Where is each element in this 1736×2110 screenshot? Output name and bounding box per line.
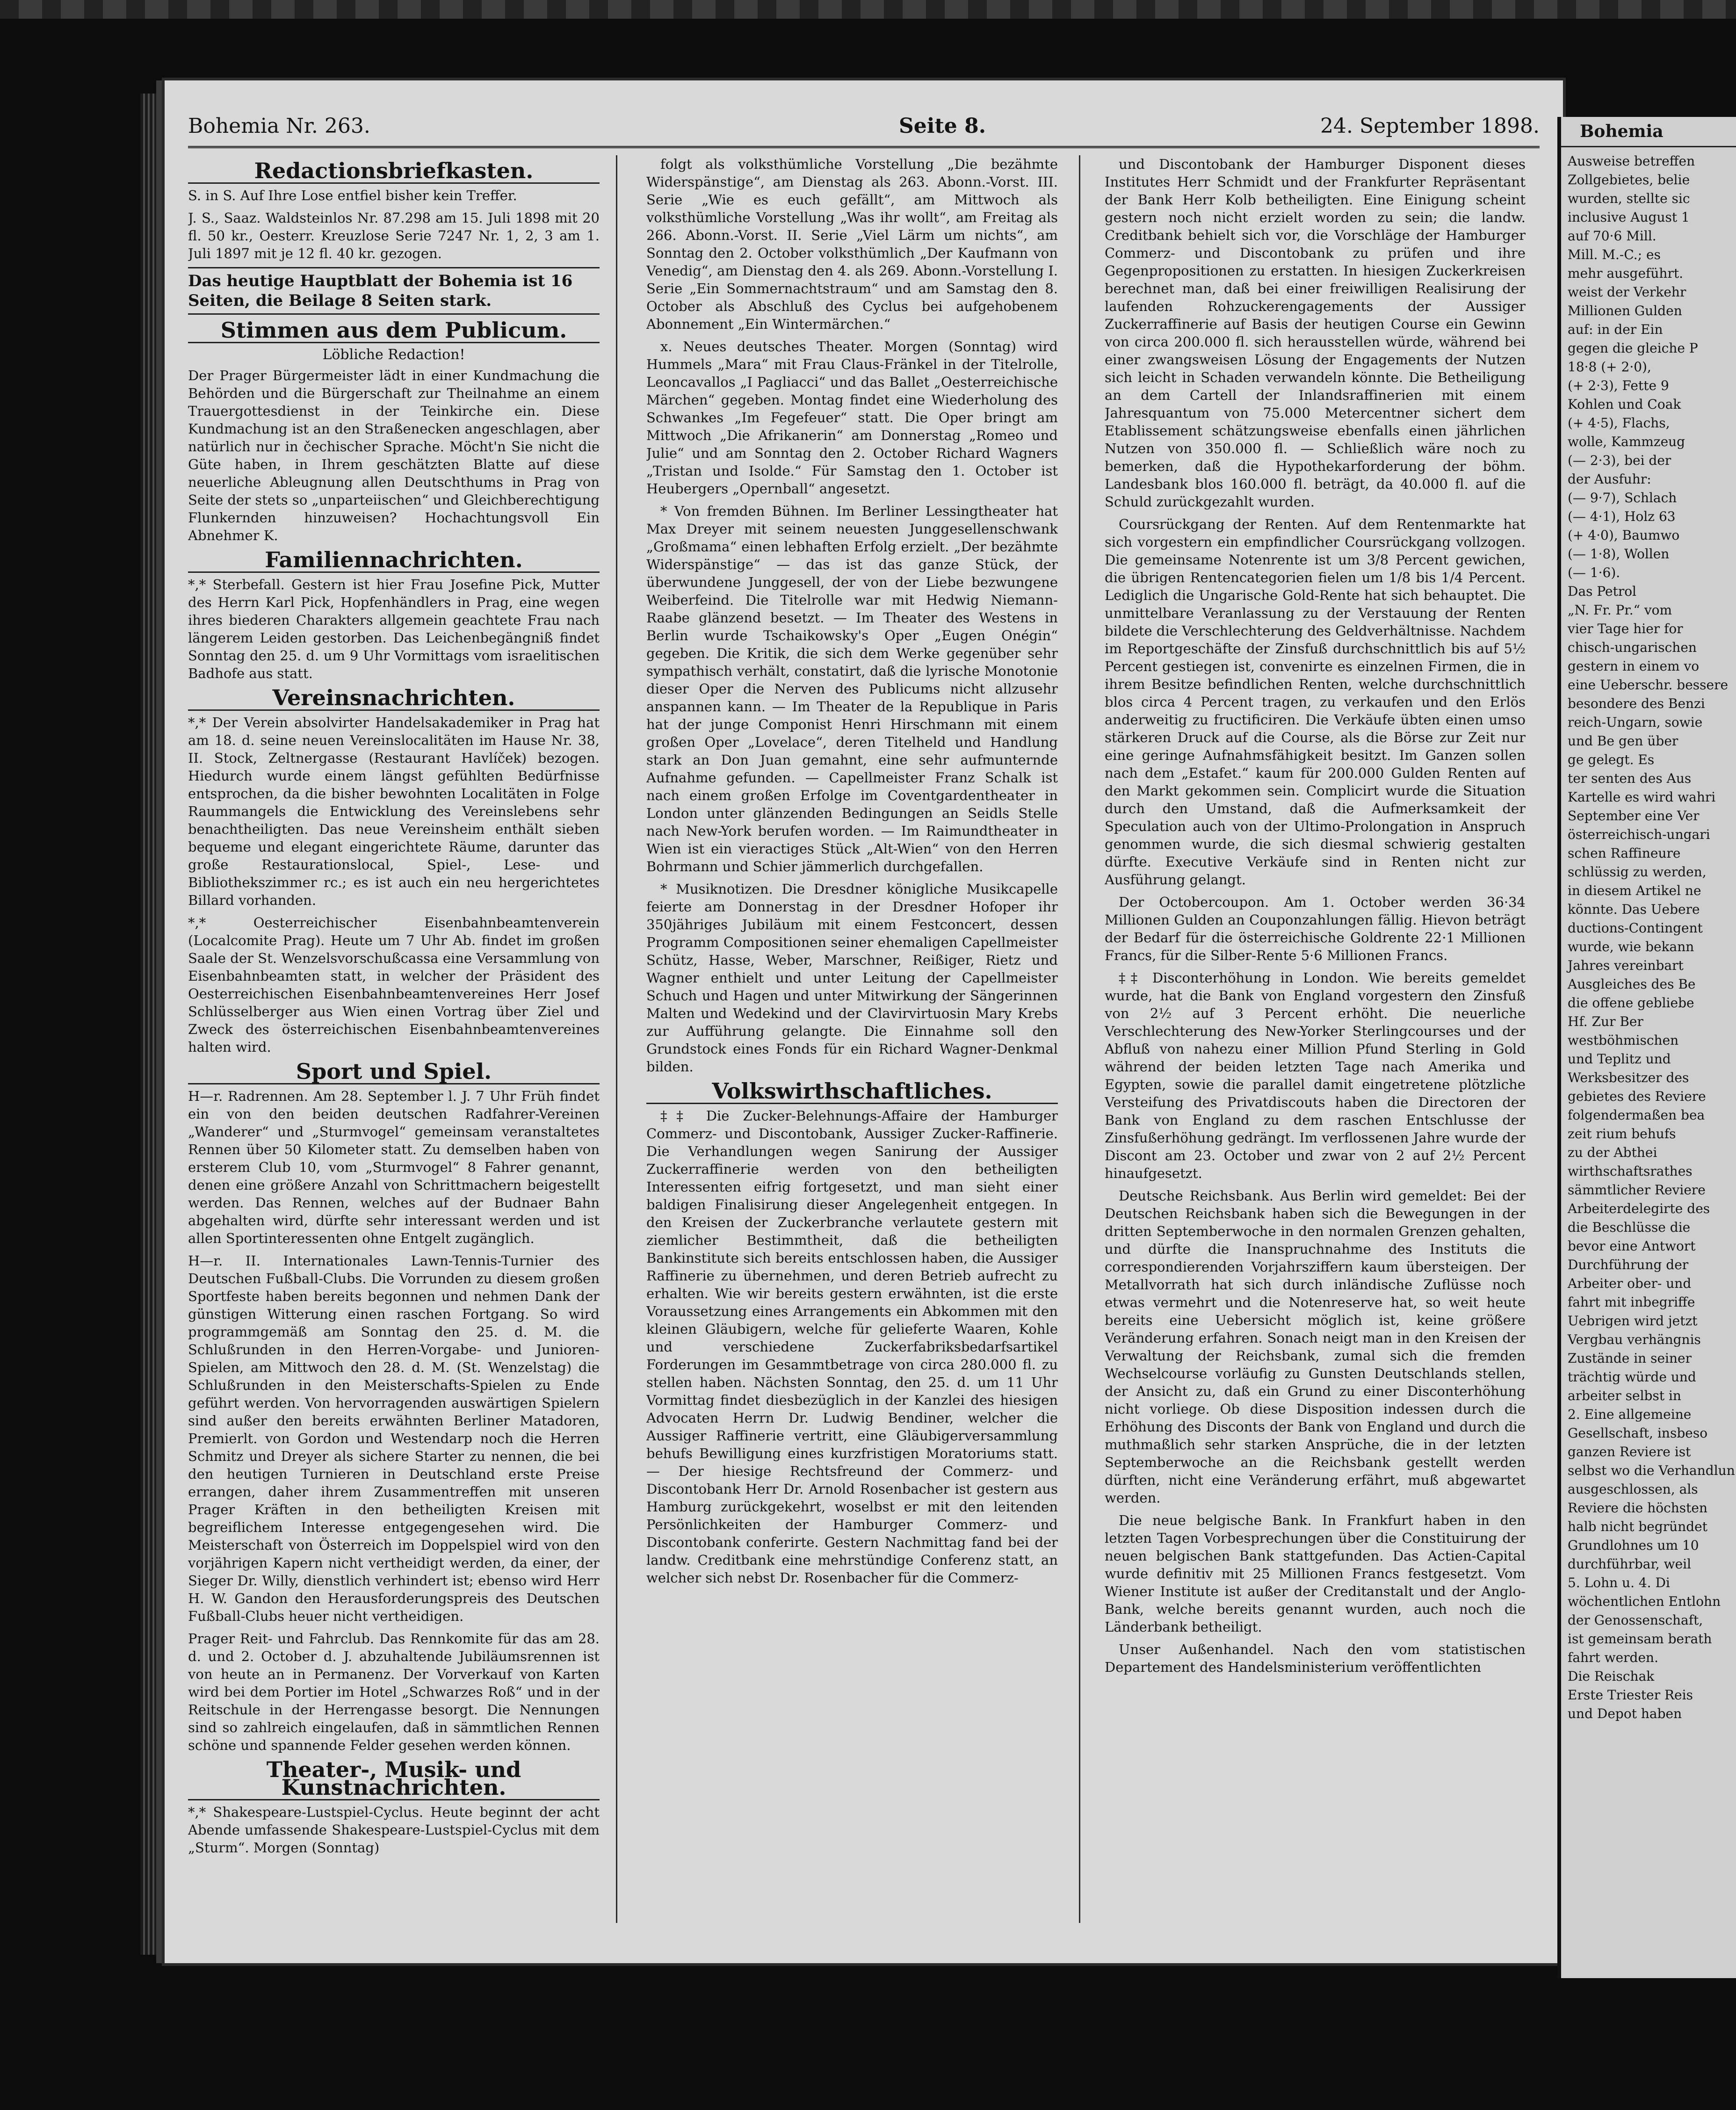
- adjacent-page-line: fahrt mit inbegriffe: [1568, 1294, 1695, 1310]
- adjacent-page-line: zu der Abthei: [1568, 1145, 1657, 1160]
- article-paragraph: x. Neues deutsches Theater. Morgen (Sonntag) wird Hummels „Mara“ mit Frau Claus-Fränkel in der Titelrolle, Leoncavallos „I Pagliacci“ und das Ballet „Oesterreichische Märchen“ gegeben. Montag findet eine Wiederholung des Schwankes „Im Fegefeuer“ statt. Die Oper bringt am Mittwoch „Die Afrikanerin“ am Donnerstag „Romeo und Julie“ und am Sonntag den 2. October Richard Wagners „Tristan und Isolde.“ Für Samstag den 1. October ist Heubergers „Opernball“ angesetzt.: [646, 339, 1058, 497]
- film-edge-strip: [0, 0, 1736, 19]
- section-title-briefkasten: Redactionsbriefkasten.: [188, 162, 600, 184]
- adjacent-page-line: Kartelle es wird wahri: [1568, 789, 1716, 805]
- adjacent-page-line: fahrt werden.: [1568, 1650, 1658, 1665]
- adjacent-page-line: Hf. Zur Ber: [1568, 1014, 1643, 1029]
- adjacent-page-line: Zollgebietes, belie: [1568, 172, 1690, 188]
- adjacent-page-line: Grundlohnes um 10: [1568, 1538, 1699, 1553]
- adjacent-page-line: (— 4·1), Holz 63: [1568, 509, 1676, 524]
- article-paragraph: ‡‡ Disconterhöhung in London. Wie bereits gemeldet wurde, hat die Bank von England vorgestern den Zinsfuß von 2½ auf 3 Percent erhöht. Die neuerliche Verschlechterung des New-Yorker Sterlingcourses und der Abfluß von nahezu einer Million Pfund Sterling in Gold während der beiden letzten Tage nach Amerika und Egypten, sowie die parallel damit eingetretene plötzliche Versteifung des Privatdiscouts haben die Directoren der Bank von England zu dem raschen Entschlusse der Zinsfußerhöhung gedrängt. Im verflossenen Jahre wurde der Discont am 23. October und zwar von 2 auf 2½ Percent hinaufgesetzt.: [1105, 970, 1526, 1181]
- adjacent-page-line: trächtig würde und: [1568, 1369, 1696, 1385]
- adjacent-page-line: 18·8 (+ 2·0),: [1568, 359, 1651, 375]
- adjacent-page-line: und Be gen über: [1568, 733, 1678, 749]
- adjacent-page-line: ganzen Reviere ist: [1568, 1444, 1691, 1460]
- column-rule: [616, 155, 617, 1923]
- adjacent-page-header: Bohemia: [1561, 117, 1736, 147]
- adjacent-page-line: Reviere die höchsten: [1568, 1500, 1708, 1516]
- adjacent-page-line: weist der Verkehr: [1568, 284, 1686, 300]
- header-page-number: Seite 8.: [899, 114, 986, 138]
- adjacent-page-fragment: [1557, 117, 1736, 1978]
- adjacent-page-line: ductions-Contingent: [1568, 920, 1703, 936]
- article-paragraph: H—r. II. Internationales Lawn-Tennis-Turnier des Deutschen Fußball-Clubs. Die Vorrunden zu diesem großen Sportfeste haben bereits begonnen und nehmen Dank der günstigen Witterung einen raschen Fortgang. So wird programmgemäß am Sonntag den 25. d. M. die Schlußrunden in den Herren-Vorgabe- und Junioren-Spielen, am Mittwoch den 28. d. M. (St. Wenzelstag) die Schlußrunden in den Meisterschafts-Spielen zu Ende geführt werden. Von hervorragenden auswärtigen Spielern sind außer den bereits erwähnten Berliner Matadoren, Premierlt. von Gordon und Westendarp noch die Herren Schmitz und Dreyer als sichere Starter zu nennen, die bei den heutigen Turnieren in Deutschland erste Preise errangen, daher ihrem Zusammentreffen mit unseren Prager Kräften in den betheiligten Kreisen mit begreiflichem Interesse entgegengesehen wird. Die Meisterschaft von Österreich im Doppelspiel wird von den vorjährigen Kapern nicht vertheidigt werden, da einer, der Sieger Dr. Willy, dienstlich verhindert ist; ebenso wird Herr H. W. Gandon den Herausforderungspreis des Deutschen Fußball-Clubs heuer nicht vertheidigen.: [188, 1253, 600, 1624]
- adjacent-page-line: (+ 4·5), Flachs,: [1568, 415, 1670, 431]
- adjacent-page-line: (— 1·8), Wollen: [1568, 546, 1670, 562]
- adjacent-page-line: chisch-ungarischen: [1568, 640, 1697, 655]
- section-title-sport: Sport und Spiel.: [188, 1062, 600, 1084]
- section-title-verein: Vereinsnachrichten.: [188, 689, 600, 711]
- adjacent-page-line: bevor eine Antwort: [1568, 1238, 1696, 1254]
- adjacent-page-line: die offene gebliebe: [1568, 995, 1694, 1011]
- adjacent-page-line: reich-Ungarn, sowie: [1568, 715, 1703, 730]
- article-paragraph: Unser Außenhandel. Nach den vom statistischen Departement des Handelsministerium veröffentlichten: [1105, 1641, 1526, 1675]
- adjacent-page-text: [1561, 147, 1736, 1723]
- article-paragraph: Coursrückgang der Renten. Auf dem Rentenmarkte hat sich vorgestern ein empfindlicher Coursrückgang vollzogen. Die gemeinsame Notenrente ist um 3/8 Percent gewichen, die übrigen Rentencategorien fielen um 1/8 bis 1/4 Percent. Lediglich die Ungarische Gold-Rente hat sich behauptet. Die unmittelbare Veranlassung zu der Verstauung der Renten bildete die Verschlechterung des Geldverhältnisse. Nachdem im Reportgeschäfte der Zinsfuß durchschnittlich bis auf 5½ Percent gestiegen ist, convenirte es einzelnen Firmen, die in ihrem Besitze befindlichen Renten, welche durchschnittlich blos circa 4 Percent tragen, zu verkaufen und den Erlös anderweitig zu fructificiren. Die Verkäufe übten einen umso stärkeren Druck auf die Course, als die Börse zur Zeit nur eine geringe Aufnahmsfähigkeit besitzt. Im Ganzen sollen nach dem „Estafet.“ kaum für 200.000 Gulden Renten auf den Markt gekommen sein. Complicirt wurde die Situation durch den Umstand, daß die Aufmerksamkeit der Speculation auch von der Ultimo-Prolongation in Anspruch genommen wurde, die sich diesmal schwierig gestalten dürfte. Executive Verkäufe sind in Renten nicht zur Ausführung gelangt.: [1105, 516, 1526, 888]
- adjacent-page-line: September eine Ver: [1568, 808, 1700, 824]
- article-paragraph: * Von fremden Bühnen. Im Berliner Lessingtheater hat Max Dreyer mit seinem neuesten Junggesellenschwank „Großmama“ einen lebhaften Erfolg erzielt. „Der bezähmte Widerspänstige“ — das ist das ganze Stück, der überwundene Junggesell, der von der Liebe bezwungene Weiberfeind. Die Titelrolle war mit Hedwig Niemann-Raabe glänzend besetzt. — Im Theater des Westens in Berlin wurde Tschaikowsky's Oper „Eugen Onégin“ gegeben. Die Kritik, die sich dem Werke gegenüber sehr sympathisch verhält, constatirt, daß die lyrische Monotonie dieser Oper die Nerven des Publicums nicht allzusehr anspannen kann. — Im Theater de la Republique in Paris hat der junge Componist Henri Hirschmann mit einem großen Oper „Lovelace“, deren Titelheld und Handlung stark an Don Juan gemahnt, eine sehr aufmunternde Aufnahme gefunden. — Capellmeister Franz Schalk ist nach einem großen Erfolge im Coventgardentheater in London unter glänzenden Bedingungen an Seidls Stelle nach New-York berufen worden. — Im Raimundtheater in Wien ist ein vieractiges Stück „Alt-Wien“ von den Herren Bohrmann und Schier jämmerlich durchgefallen.: [646, 503, 1058, 874]
- adjacent-page-line: Kohlen und Coak: [1568, 397, 1681, 412]
- header-issue: Bohemia Nr. 263.: [188, 114, 370, 138]
- adjacent-page-line: (— 1·6).: [1568, 565, 1620, 580]
- adjacent-page-line: Uebrigen wird jetzt: [1568, 1313, 1698, 1329]
- adjacent-page-line: Ausgleiches des Be: [1568, 976, 1696, 992]
- adjacent-page-line: österreichisch-ungari: [1568, 827, 1710, 842]
- header-date: 24. September 1898.: [1320, 114, 1540, 138]
- adjacent-page-line: 5. Lohn u. 4. Di: [1568, 1575, 1670, 1590]
- adjacent-page-line: sämmtlicher Reviere: [1568, 1182, 1706, 1198]
- adjacent-page-line: Vergbau verhängnis: [1568, 1332, 1701, 1347]
- adjacent-page-line: mehr ausgeführt.: [1568, 266, 1683, 281]
- adjacent-page-line: in diesem Artikel ne: [1568, 883, 1701, 898]
- article-paragraph: *,* Der Verein absolvirter Handelsakademiker in Prag hat am 18. d. seine neuen Vereinslocalitäten im Hause Nr. 38, II. Stock, Zeltnergasse (Restaurant Havlíček) bezogen. Hiedurch wurde einem längst gefühlten Bedürfnisse entsprochen, da die bisher bewohnten Localitäten in Folge Raummangels die Entwicklung des Vereinslebens sehr benachtheiligten. Das neue Vereinsheim enthält sieben bequeme und elegant eingerichtete Räume, darunter das große Restaurationslocal, Spiel-, Lese- und Bibliothekszimmer rc.; es ist auch ein neu hergerichtetes Billard vorhanden.: [188, 715, 600, 908]
- adjacent-page-line: Werksbesitzer des: [1568, 1070, 1689, 1085]
- adjacent-page-line: wirthschaftsrathes: [1568, 1163, 1693, 1179]
- adjacent-page-line: und Teplitz und: [1568, 1051, 1671, 1067]
- adjacent-page-line: Das Petrol: [1568, 584, 1637, 599]
- article-paragraph: Prager Reit- und Fahrclub. Das Rennkomite für das am 28. d. und 2. October d. J. abzuhaltende Jubiläumsrennen ist von heute an in Permanenz. Der Vorverkauf von Karten wird bei dem Portier im Hotel „Schwarzes Roß“ und in der Reitschule in der Herrengasse besorgt. Die Nennungen sind so zahlreich eingelaufen, daß in sämmtlichen Rennen schöne und spannende Felder gesehen werden können.: [188, 1631, 600, 1753]
- adjacent-page-line: auf: in der Ein: [1568, 322, 1663, 337]
- article-paragraph: *,* Shakespeare-Lustspiel-Cyclus. Heute beginnt der acht Abende umfassende Shakespeare-Lustspiel-Cyclus mit dem „Sturm“. Morgen (Sonntag): [188, 1804, 600, 1856]
- article-paragraph: *,* Sterbefall. Gestern ist hier Frau Josefine Pick, Mutter des Herrn Karl Pick, Hopfenhändlers in Prag, eine wegen ihres biederen Charakters allgemein geachtete Frau nach längerem Leiden gestorben. Das Leichenbegängniß findet Sonntag den 25. d. um 9 Uhr Vormittags vom israelitischen Badhofe aus statt.: [188, 577, 600, 681]
- adjacent-page-line: (+ 2·3), Fette 9: [1568, 378, 1669, 393]
- adjacent-page-line: Jahres vereinbart: [1568, 958, 1684, 973]
- adjacent-page-line: wurden, stellte sic: [1568, 191, 1690, 206]
- adjacent-page-line: Arbeiterdelegirte des: [1568, 1201, 1710, 1216]
- adjacent-page-line: selbst wo die Verhandlun: [1568, 1463, 1735, 1478]
- adjacent-page-line: gegen die gleiche P: [1568, 340, 1698, 356]
- adjacent-page-line: ter senten des Aus: [1568, 771, 1692, 786]
- article-paragraph: ‡‡ Die Zucker-Belehnungs-Affaire der Hamburger Commerz- und Discontobank, Aussiger Zucker-Raffinerie. Die Verhandlungen wegen Sanirung der Aussiger Zuckerraffinerie werden von den betheiligten Interessenten eifrig fortgesetzt, und man sieht einer baldigen Finalisirung dieser Angelegenheit entgegen. In den Kreisen der Zuckerbranche verlautete gestern mit ziemlicher Bestimmtheit, daß die betheiligten Bankinstitute sich bereits entschlossen haben, die Aussiger Raffinerie zu übernehmen, und deren Betrieb aufrecht zu erhalten. Wie wir bereits gestern erwähnten, ist die erste Voraussetzung eines Arrangements ein Abkommen mit den kleinen Gläubigern, welche für gelieferte Waaren, Kohle und verschiedene Zuckerfabriksbedarfsartikel Forderungen im Gesammtbetrage von circa 280.000 fl. zu stellen haben. Nächsten Sonntag, den 25. d. um 11 Uhr Vormittag findet diesbezüglich in der Kanzlei des hiesigen Advocaten Herrn Dr. Ludwig Bendiner, welcher die Aussiger Raffinerie vertritt, eine Gläubigerversammlung behufs Bewilligung eines kurzfristigen Moratoriums statt. — Der hiesige Rechtsfreund der Commerz- und Discontobank Herr Dr. Arnold Rosenbacher ist gestern aus Hamburg zurückgekehrt, woselbst er mit den leitenden Persönlichkeiten der Hamburger Commerz- und Discontobank conferirte. Gestern Nachmittag fand bei der landw. Creditbank eine mehrstündige Conferenz statt, an welcher sich nebst Dr. Rosenbacher für die Commerz-: [646, 1108, 1058, 1586]
- adjacent-page-line: auf 70·6 Mill.: [1568, 228, 1656, 244]
- adjacent-page-line: durchführbar, weil: [1568, 1556, 1692, 1572]
- adjacent-page-line: ge gelegt. Es: [1568, 752, 1655, 767]
- adjacent-page-line: (— 9·7), Schlach: [1568, 490, 1677, 506]
- adjacent-page-line: (+ 4·0), Baumwo: [1568, 528, 1680, 543]
- article-paragraph: S. in S. Auf Ihre Lose entfiel bisher kein Treffer.: [188, 188, 517, 203]
- article-paragraph: Der Prager Bürgermeister lädt in einer Kundmachung die Behörden und die Bürgerschaft zur Theilnahme an einem Trauergottesdienst in der Teinkirche ein. Diese Kundmachung ist an den Straßenecken angeschlagen, aber natürlich nur in čechischer Sprache. Möcht'n Sie nicht die Güte haben, in Ihrem geschätzten Blatte auf diese neuerliche Ableugnung allen Deutschthums in Prag von Seite der stets so „unparteiischen“ und Gleichberechtigung Flunkernden hinzuweisen? Hochachtungsvoll Ein Abnehmer K.: [188, 368, 600, 543]
- column-rule: [1079, 155, 1080, 1923]
- adjacent-page-line: und Depot haben: [1568, 1706, 1682, 1721]
- page-header: [188, 104, 1540, 148]
- column-3: [1105, 155, 1526, 1923]
- adjacent-page-line: wolle, Kammzeug: [1568, 434, 1685, 449]
- section-subtitle: Löbliche Redaction!: [322, 347, 465, 363]
- section-title-theater: Theater-, Musik- und Kunstnachrichten.: [188, 1761, 600, 1800]
- article-paragraph: J. S., Saaz. Waldsteinlos Nr. 87.298 am 15. Juli 1898 mit 20 fl. 50 kr., Oesterr. Kreuzlose Serie 7247 Nr. 1, 2, 3 am 1. Juli 1897 mit je 12 fl. 40 kr. gezogen.: [188, 210, 600, 261]
- article-paragraph: Die neue belgische Bank. In Frankfurt haben in den letzten Tagen Vorbesprechungen über die Constituirung der neuen belgischen Bank stattgefunden. Das Actien-Capital wurde definitiv mit 25 Millionen Francs festgesetzt. Vom Wiener Institute ist außer der Creditanstalt und der Anglo-Bank, welche bereits genannt wurden, auch noch die Länderbank betheiligt.: [1105, 1512, 1526, 1635]
- column-2: [646, 155, 1058, 1923]
- article-paragraph: H—r. Radrennen. Am 28. September l. J. 7 Uhr Früh findet ein von den beiden deutschen Radfahrer-Vereinen „Wanderer“ und „Sturmvogel“ gemeinsam veranstaltetes Rennen über 50 Kilometer statt. Zu demselben haben von ersterem Club 10, vom „Sturmvogel“ 8 Fahrer genannt, denen eine größere Anzahl von Schrittmachern beigestellt werden. Das Rennen, welches auf der Budnaer Bahn abgehalten wird, dürfte sehr interessant werden und ist allen Sportinteressenten ohne Entgelt zugänglich.: [188, 1088, 600, 1246]
- adjacent-page-line: Gesellschaft, insbeso: [1568, 1425, 1708, 1441]
- adjacent-page-line: besondere des Benzi: [1568, 696, 1705, 711]
- adjacent-page-line: könnte. Das Uebere: [1568, 902, 1700, 917]
- adjacent-page-line: der Ausfuhr:: [1568, 471, 1651, 487]
- adjacent-page-line: zeit rium behufs: [1568, 1126, 1676, 1142]
- adjacent-page-line: Arbeiter ober- und: [1568, 1276, 1692, 1291]
- adjacent-page-line: wöchentlichen Entlohn: [1568, 1594, 1721, 1609]
- adjacent-page-line: eine Ueberschr. bessere: [1568, 677, 1729, 693]
- article-paragraph: * Musiknotizen. Die Dresdner königliche Musikcapelle feierte am Donnerstag in der Dresdner Hofoper ihr 350jähriges Jubiläum mit einem Festconcert, dessen Programm Compositionen seiner ehemaligen Capellmeister Schütz, Hasse, Weber, Marschner, Reißiger, Rietz und Wagner enthielt und unter Leitung der Capellmeister Schuch und Hagen und unter Mitwirkung der Sängerinnen Malten und Wedekind und der Clavirvirtuosin Mary Krebs zur Aufführung gelangte. Die Einnahme soll den Grundstock eines Fonds für ein Richard Wagner-Denkmal bilden.: [646, 881, 1058, 1075]
- adjacent-page-line: gebietes des Reviere: [1568, 1089, 1706, 1104]
- adjacent-page-line: „N. Fr. Pr.“ vom: [1568, 602, 1672, 618]
- notice-box: Das heutige Hauptblatt der Bohemia ist 16 Seiten, die Beilage 8 Seiten stark.: [188, 267, 600, 315]
- adjacent-page-line: wurde, wie bekann: [1568, 939, 1694, 954]
- adjacent-page-line: inclusive August 1: [1568, 210, 1690, 225]
- article-paragraph: Der Octobercoupon. Am 1. October werden 36·34 Millionen Gulden an Couponzahlungen fällig. Hievon beträgt der Bedarf für die österreichische Goldrente 22·1 Millionen Francs, für die Silber-Rente 5·6 Millionen Francs.: [1105, 894, 1526, 963]
- article-paragraph: *,* Oesterreichischer Eisenbahnbeamtenverein (Localcomite Prag). Heute um 7 Uhr Ab. findet im großen Saale der St. Wenzelsvorschußcassa eine Versammlung von Eisenbahnbeamten statt, in welcher der Präsident des Oesterreichischen Eisenbahnbeamtenvereines Herr Josef Schlüsselberger aus Wien einen Vortrag über Ziel und Zweck des österreichischen Eisenbahnbeamtenvereines halten wird.: [188, 915, 600, 1055]
- article-paragraph: Deutsche Reichsbank. Aus Berlin wird gemeldet: Bei der Deutschen Reichsbank haben sich die Bewegungen in der dritten Septemberwoche in den normalen Grenzen gehalten, und dürfte die Inanspruchnahme des Instituts die correspondierenden Vorjahrsziffern kaum übersteigen. Der Metallvorrath hat sich durch inländische Zuflüsse noch etwas vermehrt und die Notenreserve hat, so weit heute bereits eine Uebersicht möglich ist, keine größere Veränderung erfahren. Sonach neigt man in den Kreisen der Verwaltung der Reichsbank, zumal sich die fremden Wechselcourse vorläufig zu Gunsten Deutschlands stellen, der Ansicht zu, daß ein Grund zu einer Disconterhöhung nicht vorliege. Ob diese Disposition indessen durch die Erhöhung des Disconts der Bank von England und durch die muthmaßlich sehr starken Ansprüche, die in der letzten Septemberwoche an die Reichsbank gestellt werden dürften, nicht eine Veränderung erfährt, muß abgewartet werden.: [1105, 1188, 1526, 1506]
- adjacent-page-line: Zustände in seiner: [1568, 1351, 1692, 1366]
- adjacent-page-line: halb nicht begründet: [1568, 1519, 1707, 1534]
- adjacent-page-line: ist gemeinsam berath: [1568, 1631, 1712, 1647]
- adjacent-page-line: Erste Triester Reis: [1568, 1687, 1693, 1703]
- adjacent-page-line: arbeiter selbst in: [1568, 1388, 1681, 1403]
- adjacent-page-line: der Genossenschaft,: [1568, 1612, 1703, 1628]
- newspaper-page: [165, 80, 1563, 1963]
- section-title-volkswirthschaft: Volkswirthschaftliches.: [646, 1082, 1058, 1104]
- adjacent-page-line: Ausweise betreffen: [1568, 153, 1695, 169]
- adjacent-page-line: Durchführung der: [1568, 1257, 1689, 1272]
- section-title-stimmen: Stimmen aus dem Publicum.: [188, 321, 600, 343]
- adjacent-page-line: vier Tage hier for: [1568, 621, 1683, 636]
- adjacent-page-line: die Beschlüsse die: [1568, 1220, 1691, 1235]
- adjacent-page-line: gestern in einem vo: [1568, 658, 1700, 674]
- article-paragraph: und Discontobank der Hamburger Disponent dieses Institutes Herr Schmidt und der Frankfurter Repräsentant der Bank Herr Kolb betheiligten. Eine Einigung scheint gestern noch nicht erzielt worden zu sein; die landw. Creditbank behielt sich vor, die Vorschläge der Hamburger Commerz- und Discontobank zu prüfen und ihre Gegenpropositionen zu erstatten. In hiesigen Zuckerkreisen berechnet man, daß bei einer freiwilligen Realisirung der laufenden Rohzuckerengagements der Aussiger Zuckerraffinerie auf Basis der heutigen Course ein Gewinn von circa 200.000 fl. sich herausstellen würde, während bei einer zwangsweisen Lösung der Engagements der Nutzen sich leicht in Schaden verwandeln könnte. Die Betheiligung an dem Cartell der Inlandsraffinerien mit einem Jahresquantum von 75.000 Metercentner sichert dem Etablissement schätzungsweise ebenfalls einen jährlichen Nutzen von 350.000 fl. — Schließlich wäre noch zu bemerken, daß die Hypothekarforderung der böhm. Landesbank blos 160.000 fl. beträgt, da 40.000 fl. auf die Schuld zurückgezahlt wurden.: [1105, 156, 1526, 510]
- adjacent-page-line: Millionen Gulden: [1568, 303, 1682, 318]
- adjacent-page-line: schen Raffineure: [1568, 845, 1681, 861]
- column-1: [188, 155, 600, 1923]
- adjacent-page-line: 2. Eine allgemeine: [1568, 1407, 1692, 1422]
- adjacent-page-line: folgendermaßen bea: [1568, 1107, 1705, 1123]
- adjacent-page-line: Mill. M.-C.; es: [1568, 247, 1661, 262]
- adjacent-page-line: schlüssig zu werden,: [1568, 864, 1707, 880]
- adjacent-page-line: ausgeschlossen, als: [1568, 1481, 1698, 1497]
- adjacent-page-line: (— 2·3), bei der: [1568, 453, 1671, 468]
- section-title-familien: Familiennachrichten.: [188, 551, 600, 573]
- adjacent-page-line: westböhmischen: [1568, 1033, 1679, 1048]
- article-paragraph: folgt als volksthümliche Vorstellung „Die bezähmte Widerspänstige“, am Dienstag als 263. Abonn.-Vorst. III. Serie „Wie es euch gefällt“, am Mittwoch als volksthümliche Vorstellung „Was ihr wollt“, am Freitag als 266. Abonn.-Vorst. II. Serie „Viel Lärm um nichts“, am Sonntag den 2. October volksthümlich „Der Kaufmann von Venedig“, am Dienstag den 4. als 269. Abonn.-Vorstellung I. Serie „Ein Sommernachtstraum“ und am Samstag den 8. October als Abschluß des Cyclus bei aufgehobenem Abonnement „Ein Wintermärchen.“: [646, 156, 1058, 332]
- adjacent-page-line: Die Reischak: [1568, 1669, 1655, 1684]
